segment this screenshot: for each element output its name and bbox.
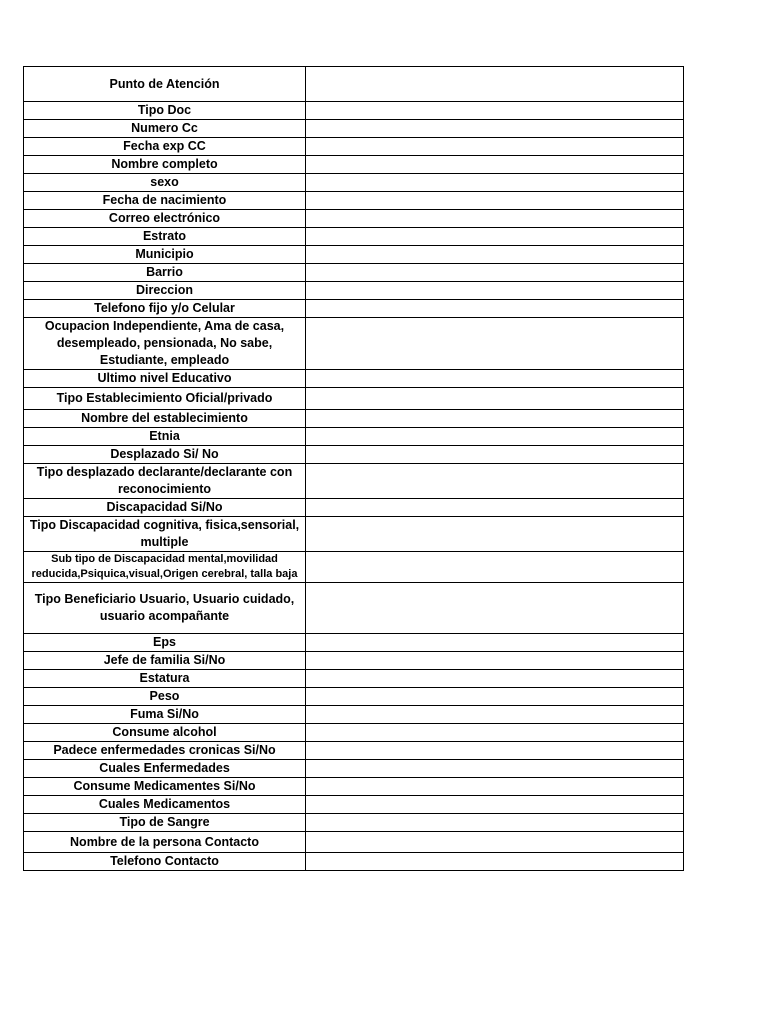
field-value-cell[interactable] <box>306 670 684 688</box>
field-label: Nombre del establecimiento <box>24 410 306 428</box>
field-label: Padece enfermedades cronicas Si/No <box>24 742 306 760</box>
form-row <box>24 120 684 138</box>
field-label: Fuma Si/No <box>24 706 306 724</box>
field-value-cell[interactable] <box>306 760 684 778</box>
field-label: Sub tipo de Discapacidad mental,movilidad reducida,Psiquica,visual,Origen cerebral, talla baja <box>24 552 306 583</box>
form-row <box>24 228 684 246</box>
field-value-cell[interactable] <box>306 388 684 410</box>
field-value-cell[interactable] <box>306 634 684 652</box>
field-value-cell[interactable] <box>306 120 684 138</box>
form-row <box>24 264 684 282</box>
field-value-cell[interactable] <box>306 688 684 706</box>
field-label: Cuales Medicamentos <box>24 796 306 814</box>
form-row <box>24 517 684 552</box>
form-row <box>24 464 684 499</box>
field-value-cell[interactable] <box>306 796 684 814</box>
field-value-cell[interactable] <box>306 138 684 156</box>
field-value-cell[interactable] <box>306 552 684 583</box>
field-label: Numero Cc <box>24 120 306 138</box>
field-value-cell[interactable] <box>306 778 684 796</box>
field-label: Punto de Atención <box>24 67 306 102</box>
field-label: Eps <box>24 634 306 652</box>
form-row <box>24 670 684 688</box>
form-row <box>24 192 684 210</box>
field-value-cell[interactable] <box>306 300 684 318</box>
field-label: Consume Medicamentes Si/No <box>24 778 306 796</box>
field-value-cell[interactable] <box>306 652 684 670</box>
field-label: Estatura <box>24 670 306 688</box>
field-value-cell[interactable] <box>306 428 684 446</box>
field-value-cell[interactable] <box>306 228 684 246</box>
form-row <box>24 138 684 156</box>
field-value-cell[interactable] <box>306 724 684 742</box>
form-row <box>24 428 684 446</box>
field-value-cell[interactable] <box>306 192 684 210</box>
field-label: Tipo Establecimiento Oficial/privado <box>24 388 306 410</box>
form-row <box>24 706 684 724</box>
form-row <box>24 246 684 264</box>
field-label: Fecha exp CC <box>24 138 306 156</box>
field-value-cell[interactable] <box>306 742 684 760</box>
field-label: Municipio <box>24 246 306 264</box>
form-row <box>24 552 684 583</box>
form-row <box>24 796 684 814</box>
field-label: sexo <box>24 174 306 192</box>
field-value-cell[interactable] <box>306 174 684 192</box>
field-value-cell[interactable] <box>306 446 684 464</box>
field-label: Ultimo nivel Educativo <box>24 370 306 388</box>
field-label: Direccion <box>24 282 306 300</box>
field-value-cell[interactable] <box>306 853 684 871</box>
form-row <box>24 210 684 228</box>
field-value-cell[interactable] <box>306 410 684 428</box>
field-label: Discapacidad Si/No <box>24 499 306 517</box>
form-row <box>24 410 684 428</box>
form-row <box>24 388 684 410</box>
form-row <box>24 853 684 871</box>
field-label: Jefe de familia Si/No <box>24 652 306 670</box>
field-value-cell[interactable] <box>306 517 684 552</box>
field-value-cell[interactable] <box>306 246 684 264</box>
field-label: Telefono Contacto <box>24 853 306 871</box>
field-label: Tipo Beneficiario Usuario, Usuario cuidado, usuario acompañante <box>24 583 306 634</box>
form-row <box>24 370 684 388</box>
field-value-cell[interactable] <box>306 814 684 832</box>
form-row <box>24 282 684 300</box>
form-row <box>24 688 684 706</box>
field-label: Tipo desplazado declarante/declarante con reconocimiento <box>24 464 306 499</box>
field-label: Tipo Discapacidad cognitiva, fisica,sensorial, multiple <box>24 517 306 552</box>
field-value-cell[interactable] <box>306 318 684 370</box>
form-row <box>24 760 684 778</box>
form-row <box>24 742 684 760</box>
form-row <box>24 832 684 853</box>
field-label: Tipo Doc <box>24 102 306 120</box>
form-row <box>24 156 684 174</box>
field-label: Correo electrónico <box>24 210 306 228</box>
form-row <box>24 446 684 464</box>
field-value-cell[interactable] <box>306 67 684 102</box>
field-label: Peso <box>24 688 306 706</box>
field-label: Fecha de nacimiento <box>24 192 306 210</box>
field-label: Tipo de Sangre <box>24 814 306 832</box>
form-row <box>24 634 684 652</box>
field-label: Cuales Enfermedades <box>24 760 306 778</box>
field-value-cell[interactable] <box>306 282 684 300</box>
field-label: Ocupacion Independiente, Ama de casa, desempleado, pensionada, No sabe, Estudiante, empleado <box>24 318 306 370</box>
field-value-cell[interactable] <box>306 464 684 499</box>
form-row <box>24 778 684 796</box>
form-row <box>24 652 684 670</box>
form-row <box>24 174 684 192</box>
field-label: Nombre de la persona Contacto <box>24 832 306 853</box>
form-row <box>24 499 684 517</box>
form-row <box>24 583 684 634</box>
field-label: Barrio <box>24 264 306 282</box>
registration-form-table <box>23 66 684 871</box>
field-label: Desplazado Si/ No <box>24 446 306 464</box>
form-row <box>24 814 684 832</box>
field-value-cell[interactable] <box>306 102 684 120</box>
field-value-cell[interactable] <box>306 832 684 853</box>
form-body <box>24 67 684 871</box>
form-row <box>24 67 684 102</box>
field-value-cell[interactable] <box>306 156 684 174</box>
field-value-cell[interactable] <box>306 583 684 634</box>
form-row <box>24 318 684 370</box>
field-label: Nombre completo <box>24 156 306 174</box>
form-row <box>24 102 684 120</box>
field-value-cell[interactable] <box>306 370 684 388</box>
field-label: Estrato <box>24 228 306 246</box>
field-value-cell[interactable] <box>306 264 684 282</box>
field-value-cell[interactable] <box>306 210 684 228</box>
field-value-cell[interactable] <box>306 499 684 517</box>
field-label: Consume alcohol <box>24 724 306 742</box>
form-row <box>24 300 684 318</box>
field-label: Etnia <box>24 428 306 446</box>
field-label: Telefono fijo y/o Celular <box>24 300 306 318</box>
form-row <box>24 724 684 742</box>
field-value-cell[interactable] <box>306 706 684 724</box>
